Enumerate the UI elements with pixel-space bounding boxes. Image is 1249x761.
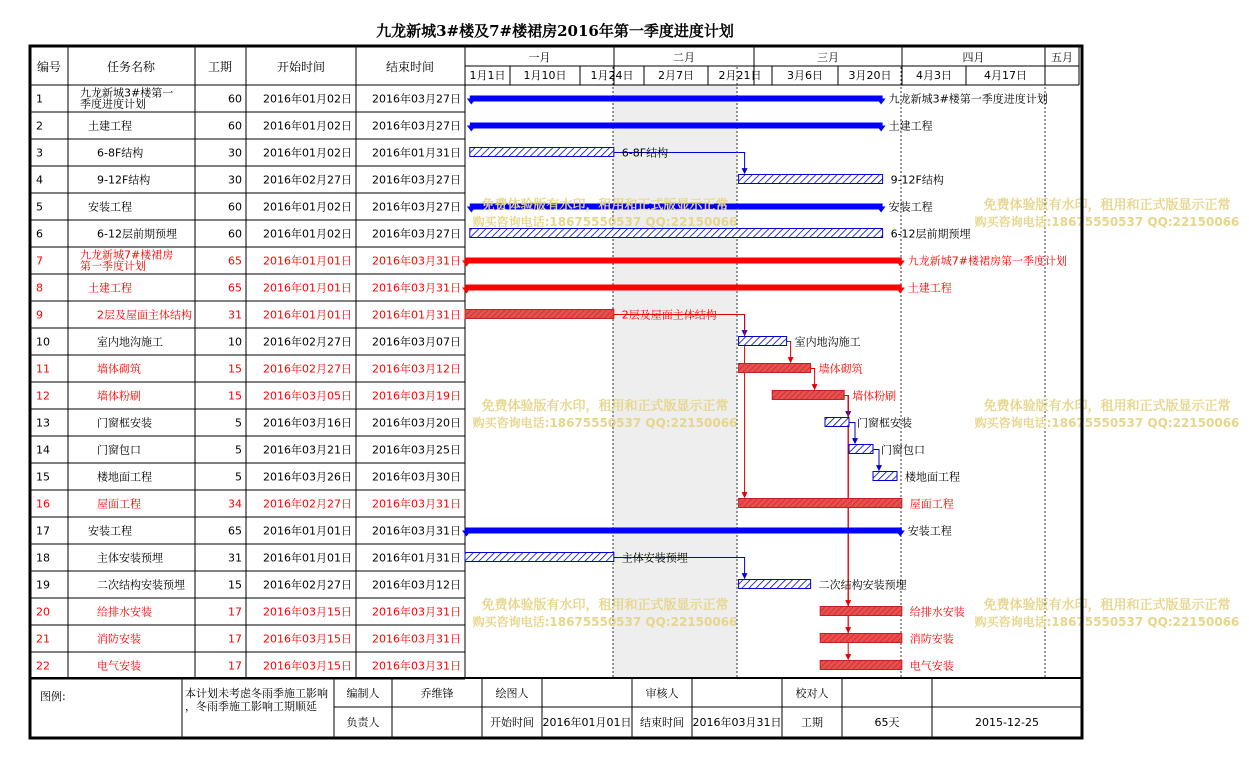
task-name: 给排水安装 [97, 605, 152, 619]
bar-label: 墙体粉刷 [852, 389, 897, 403]
task-duration: 31 [228, 308, 242, 322]
task-id: 21 [36, 632, 50, 646]
task-name: 土建工程 [88, 119, 132, 133]
task-id: 18 [36, 551, 50, 565]
task-id: 4 [36, 173, 43, 187]
bar-label: 电气安装 [909, 659, 954, 673]
task-name: 屋面工程 [97, 497, 141, 511]
bar-label: 楼地面工程 [905, 470, 960, 484]
task-bar [849, 445, 873, 454]
bar-label: 二次结构安装预埋 [818, 578, 907, 592]
task-start: 2016年03月15日 [263, 659, 352, 673]
footer-cell: 开始时间 [490, 716, 534, 729]
month-label: 四月 [962, 51, 985, 64]
task-name: 墙体粉刷 [97, 389, 141, 403]
task-bar [470, 229, 883, 238]
footer-cell: 绘图人 [495, 687, 529, 700]
task-bar [825, 418, 849, 427]
task-start: 2016年01月02日 [263, 200, 352, 214]
dependency-link [811, 369, 815, 390]
watermark-line: 购买咨询电话:18675550537 QQ:22150066 [974, 416, 1240, 430]
task-bar [739, 175, 883, 184]
task-start: 2016年01月01日 [263, 551, 352, 565]
task-duration: 60 [228, 92, 242, 106]
task-bar [739, 337, 787, 346]
task-duration: 30 [228, 173, 242, 187]
task-name: 二次结构安装预埋 [97, 578, 185, 592]
watermark-line: 购买咨询电话:18675550537 QQ:22150066 [974, 615, 1240, 629]
watermark-line: 免费体验版有水印，租用和正式版显示正常 [983, 598, 1231, 613]
week-label: 1月24日 [590, 69, 634, 82]
watermark-line: 免费体验版有水印，租用和正式版显示正常 [983, 198, 1231, 213]
task-end: 2016年03月31日 [372, 524, 461, 538]
task-duration: 5 [235, 416, 242, 430]
task-end: 2016年03月31日 [372, 605, 461, 619]
footer-cell: 2016年03月31日 [692, 716, 782, 729]
task-start: 2016年02月27日 [263, 173, 352, 187]
task-duration: 10 [228, 335, 242, 349]
task-start: 2016年01月02日 [263, 119, 352, 133]
page-title: 九龙新城3#楼及7#楼裙房2016年第一季度进度计划 [376, 22, 734, 40]
task-name: 九龙新城7#楼裙房 [80, 248, 174, 262]
task-end: 2016年03月20日 [372, 416, 461, 430]
bar-label: 2层及屋面主体结构 [621, 308, 717, 322]
dependency-link [844, 396, 848, 417]
task-start: 2016年01月02日 [263, 92, 352, 106]
task-duration: 15 [228, 389, 242, 403]
task-name: 墙体砌筑 [97, 362, 141, 376]
task-end: 2016年03月19日 [372, 389, 461, 403]
task-end: 2016年03月31日 [372, 632, 461, 646]
task-id: 1 [36, 92, 43, 106]
week-label: 3月20日 [848, 69, 892, 82]
task-bar [873, 472, 897, 481]
footer-cell: 工期 [801, 716, 823, 729]
task-id: 2 [36, 119, 43, 133]
bar-label: 屋面工程 [909, 497, 954, 511]
task-end: 2016年03月27日 [372, 173, 461, 187]
task-end: 2016年03月31日 [372, 281, 461, 295]
task-bar [465, 553, 614, 562]
task-id: 14 [36, 443, 50, 457]
week-label: 4月17日 [984, 69, 1027, 82]
task-id: 7 [36, 254, 43, 268]
task-bar [772, 391, 844, 400]
task-id: 10 [36, 335, 50, 349]
task-duration: 31 [228, 551, 242, 565]
task-duration: 65 [228, 281, 242, 295]
footer-cell: 2015-12-25 [975, 716, 1039, 729]
task-bar [820, 634, 902, 643]
task-name: 安装工程 [88, 524, 132, 538]
task-start: 2016年02月27日 [263, 578, 352, 592]
task-bar [465, 310, 614, 319]
summary-bar [465, 528, 902, 534]
task-start: 2016年03月15日 [263, 632, 352, 646]
bar-label: 门窗框安装 [857, 416, 912, 430]
task-start: 2016年02月27日 [263, 497, 352, 511]
task-id: 16 [36, 497, 50, 511]
legend-label: 图例: [40, 690, 66, 703]
watermark-line: 免费体验版有水印，租用和正式版显示正常 [481, 198, 729, 213]
task-duration: 17 [228, 605, 242, 619]
task-id: 20 [36, 605, 50, 619]
bar-label: 室内地沟施工 [794, 335, 861, 349]
footer-cell: 2016年01月01日 [542, 716, 632, 729]
watermark-line: 购买咨询电话:18675550537 QQ:22150066 [472, 615, 738, 629]
summary-bar [465, 285, 902, 291]
task-id: 11 [36, 362, 50, 376]
footer-cell: 审核人 [645, 687, 679, 700]
task-start: 2016年03月26日 [263, 470, 352, 484]
week-label: 1月10日 [523, 69, 567, 82]
task-duration: 15 [228, 362, 242, 376]
week-label: 4月3日 [916, 69, 952, 82]
task-start: 2016年03月05日 [263, 389, 352, 403]
summary-bar [465, 258, 902, 264]
task-name: 门窗框安装 [97, 416, 152, 430]
footer-cell: 编制人 [346, 687, 380, 700]
task-name: 安装工程 [88, 200, 132, 214]
column-header: 结束时间 [385, 60, 435, 74]
watermark-line: 免费体验版有水印，租用和正式版显示正常 [481, 399, 729, 414]
week-label: 3月6日 [787, 69, 823, 82]
month-label: 二月 [673, 51, 695, 64]
task-end: 2016年03月12日 [372, 362, 461, 376]
bar-label: 安装工程 [888, 200, 933, 214]
task-start: 2016年03月15日 [263, 605, 352, 619]
task-end: 2016年03月27日 [372, 92, 461, 106]
footer-note: 本计划未考虑冬雨季施工影响 [185, 687, 328, 700]
task-end: 2016年03月25日 [372, 443, 461, 457]
task-id: 9 [36, 308, 43, 322]
task-id: 8 [36, 281, 43, 295]
task-id: 17 [36, 524, 50, 538]
bar-label: 消防安装 [909, 632, 954, 646]
task-name: 2层及屋面主体结构 [97, 308, 192, 322]
task-end: 2016年01月31日 [372, 308, 461, 322]
footer-cell: 65天 [874, 716, 900, 729]
bar-label: 安装工程 [907, 524, 952, 538]
week-label: 2月21日 [718, 69, 762, 82]
watermark-line: 购买咨询电话:18675550537 QQ:22150066 [974, 215, 1240, 229]
dependency-link [844, 396, 848, 633]
task-start: 2016年02月27日 [263, 362, 352, 376]
watermark-line: 购买咨询电话:18675550537 QQ:22150066 [472, 416, 738, 430]
bar-label: 给排水安装 [909, 605, 965, 619]
watermark-line: 免费体验版有水印，租用和正式版显示正常 [983, 399, 1231, 414]
task-name: 6-12层前期预埋 [97, 227, 177, 241]
bar-label: 门窗包口 [881, 443, 925, 457]
dependency-link [873, 450, 879, 471]
footer-cell: 结束时间 [640, 716, 684, 729]
task-id: 6 [36, 227, 43, 241]
task-duration: 5 [235, 470, 242, 484]
task-end: 2016年03月30日 [372, 470, 461, 484]
task-duration: 65 [228, 524, 242, 538]
task-end: 2016年03月31日 [372, 254, 461, 268]
task-bar [739, 364, 811, 373]
task-end: 2016年01月31日 [372, 146, 461, 160]
task-start: 2016年03月21日 [263, 443, 352, 457]
bar-label: 土建工程 [888, 119, 933, 133]
task-duration: 5 [235, 443, 242, 457]
task-name: 第一季度计划 [80, 259, 146, 273]
summary-bar [470, 123, 883, 129]
task-end: 2016年03月12日 [372, 578, 461, 592]
bar-label: 九龙新城3#楼第一季度进度计划 [888, 92, 1048, 106]
column-header: 工期 [207, 60, 233, 74]
task-start: 2016年01月02日 [263, 227, 352, 241]
task-duration: 60 [228, 227, 242, 241]
task-id: 12 [36, 389, 50, 403]
week-label: 2月7日 [658, 69, 694, 82]
dependency-link [849, 423, 855, 444]
task-bar [739, 580, 811, 589]
bar-label: 9-12F结构 [890, 173, 944, 187]
task-id: 3 [36, 146, 43, 160]
task-bar [470, 148, 614, 157]
task-duration: 60 [228, 119, 242, 133]
column-header: 开始时间 [276, 60, 326, 74]
watermark-line: 购买咨询电话:18675550537 QQ:22150066 [472, 215, 738, 229]
dependency-link [787, 342, 791, 363]
task-id: 15 [36, 470, 50, 484]
task-start: 2016年01月01日 [263, 308, 352, 322]
watermark-line: 免费体验版有水印，租用和正式版显示正常 [481, 598, 729, 613]
task-duration: 17 [228, 632, 242, 646]
task-bar [820, 661, 902, 670]
task-name: 室内地沟施工 [97, 335, 163, 349]
task-end: 2016年03月31日 [372, 659, 461, 673]
column-header: 编号 [36, 60, 62, 74]
task-start: 2016年02月27日 [263, 335, 352, 349]
task-duration: 34 [228, 497, 242, 511]
shade-band [613, 85, 737, 678]
task-end: 2016年03月07日 [372, 335, 461, 349]
task-bar [820, 607, 902, 616]
task-end: 2016年01月31日 [372, 551, 461, 565]
task-id: 19 [36, 578, 50, 592]
task-name: 门窗包口 [97, 443, 141, 457]
task-id: 5 [36, 200, 43, 214]
task-name: 九龙新城3#楼第一 [80, 86, 174, 100]
task-start: 2016年01月01日 [263, 524, 352, 538]
task-duration: 60 [228, 200, 242, 214]
task-end: 2016年03月31日 [372, 497, 461, 511]
footer-cell: 校对人 [795, 687, 829, 700]
task-duration: 15 [228, 578, 242, 592]
task-end: 2016年03月27日 [372, 119, 461, 133]
task-bar [739, 499, 902, 508]
task-duration: 65 [228, 254, 242, 268]
task-name: 9-12F结构 [97, 173, 151, 187]
month-label: 一月 [528, 51, 551, 64]
task-name: 消防安装 [97, 632, 141, 646]
month-label: 五月 [1051, 51, 1073, 64]
bar-label: 6-8F结构 [621, 146, 669, 160]
footer-note: ，冬雨季施工影响工期顺延 [185, 700, 317, 713]
task-id: 22 [36, 659, 50, 673]
task-name: 主体安装预埋 [97, 551, 163, 565]
task-start: 2016年03月16日 [263, 416, 352, 430]
bar-label: 土建工程 [907, 281, 952, 295]
task-start: 2016年01月01日 [263, 281, 352, 295]
bar-label: 主体安装预埋 [621, 551, 688, 565]
task-start: 2016年01月01日 [263, 254, 352, 268]
task-name: 电气安装 [97, 659, 141, 673]
task-name: 6-8F结构 [97, 146, 144, 160]
task-name: 季度进度计划 [80, 97, 146, 111]
footer-cell: 乔维锋 [420, 687, 454, 700]
task-id: 13 [36, 416, 50, 430]
task-duration: 17 [228, 659, 242, 673]
task-name: 楼地面工程 [97, 470, 152, 484]
bar-label: 九龙新城7#楼裙房第一季度计划 [907, 254, 1068, 268]
footer-cell: 负责人 [346, 716, 380, 729]
bar-label: 6-12层前期预埋 [890, 227, 971, 241]
week-label: 1月1日 [469, 69, 506, 82]
task-end: 2016年03月27日 [372, 227, 461, 241]
task-start: 2016年01月02日 [263, 146, 352, 160]
task-end: 2016年03月27日 [372, 200, 461, 214]
month-label: 三月 [817, 51, 839, 64]
column-header: 任务名称 [106, 60, 156, 74]
task-duration: 30 [228, 146, 242, 160]
task-name: 土建工程 [88, 281, 132, 295]
summary-bar [470, 96, 883, 102]
bar-label: 墙体砌筑 [818, 362, 863, 376]
